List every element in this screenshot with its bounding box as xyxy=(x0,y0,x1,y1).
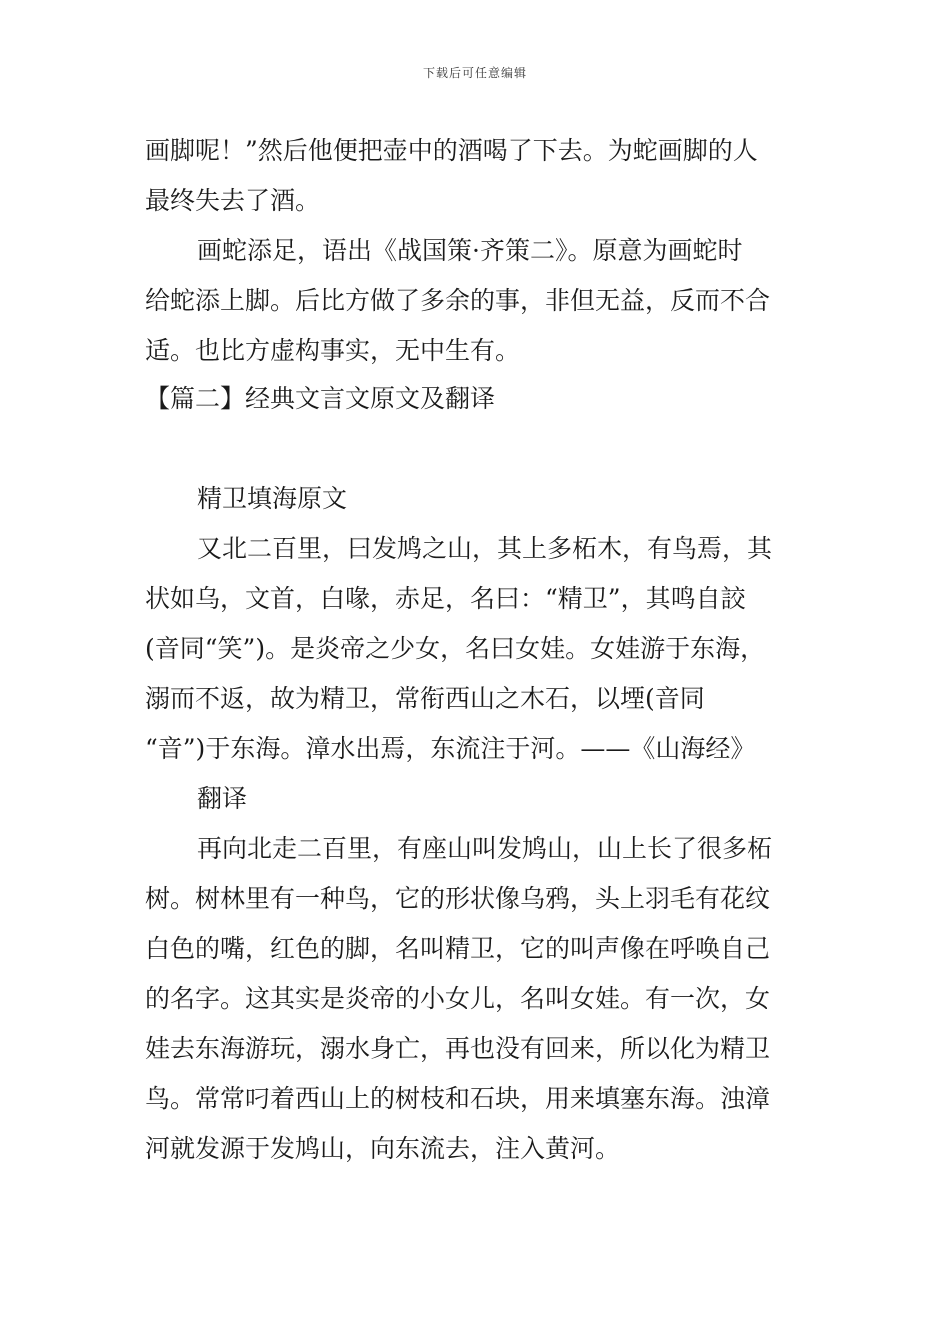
paragraph-line: 画蛇添足，语出《战国策·齐策二》。原意为画蛇时 xyxy=(197,236,743,265)
page-header: 下载后可任意编辑 xyxy=(422,66,527,80)
subheading-original-text: 精卫填海原文 xyxy=(197,484,348,513)
paragraph-line: 又北二百里，曰发鸠之山，其上多柘木，有鸟焉，其 xyxy=(197,534,773,563)
paragraph-line: 树。树林里有一种鸟，它的形状像乌鸦，头上羽毛有花纹 xyxy=(145,884,771,913)
paragraph-line: 状如乌，文首，白喙，赤足，名曰：“精卫”，其鸣自詨 xyxy=(145,584,746,613)
subheading-translation: 翻译 xyxy=(197,784,248,813)
paragraph-line: 河就发源于发鸠山，向东流去，注入黄河。 xyxy=(145,1134,621,1163)
paragraph-line: (音同“笑”)。是炎帝之少女，名曰女娃。女娃游于东海， xyxy=(145,634,766,663)
paragraph-line: 鸟。常常叼着西山上的树枝和石块，用来填塞东海。浊漳 xyxy=(145,1084,771,1113)
paragraph-line: “音”)于东海。漳水出焉，东流注于河。——《山海经》 xyxy=(145,734,756,763)
paragraph-line: 给蛇添上脚。后比方做了多余的事，非但无益，反而不合 xyxy=(145,286,771,315)
section-heading: 【篇二】经典文言文原文及翻译 xyxy=(145,384,496,413)
paragraph-line: 的名字。这其实是炎帝的小女儿，名叫女娃。有一次，女 xyxy=(145,984,771,1013)
paragraph-line: 再向北走二百里，有座山叫发鸠山，山上长了很多柘 xyxy=(197,834,773,863)
paragraph-line: 白色的嘴，红色的脚，名叫精卫，它的叫声像在呼唤自己 xyxy=(145,934,771,963)
paragraph-line: 最终失去了酒。 xyxy=(145,186,321,215)
paragraph-line: 娃去东海游玩，溺水身亡，再也没有回来，所以化为精卫 xyxy=(145,1034,771,1063)
paragraph-line: 画脚呢！”然后他便把壶中的酒喝了下去。为蛇画脚的人 xyxy=(145,136,758,165)
paragraph-line: 溺而不返，故为精卫，常衔西山之木石，以堙(音同 xyxy=(145,684,705,713)
paragraph-line: 适。也比方虚构事实，无中生有。 xyxy=(145,336,521,365)
